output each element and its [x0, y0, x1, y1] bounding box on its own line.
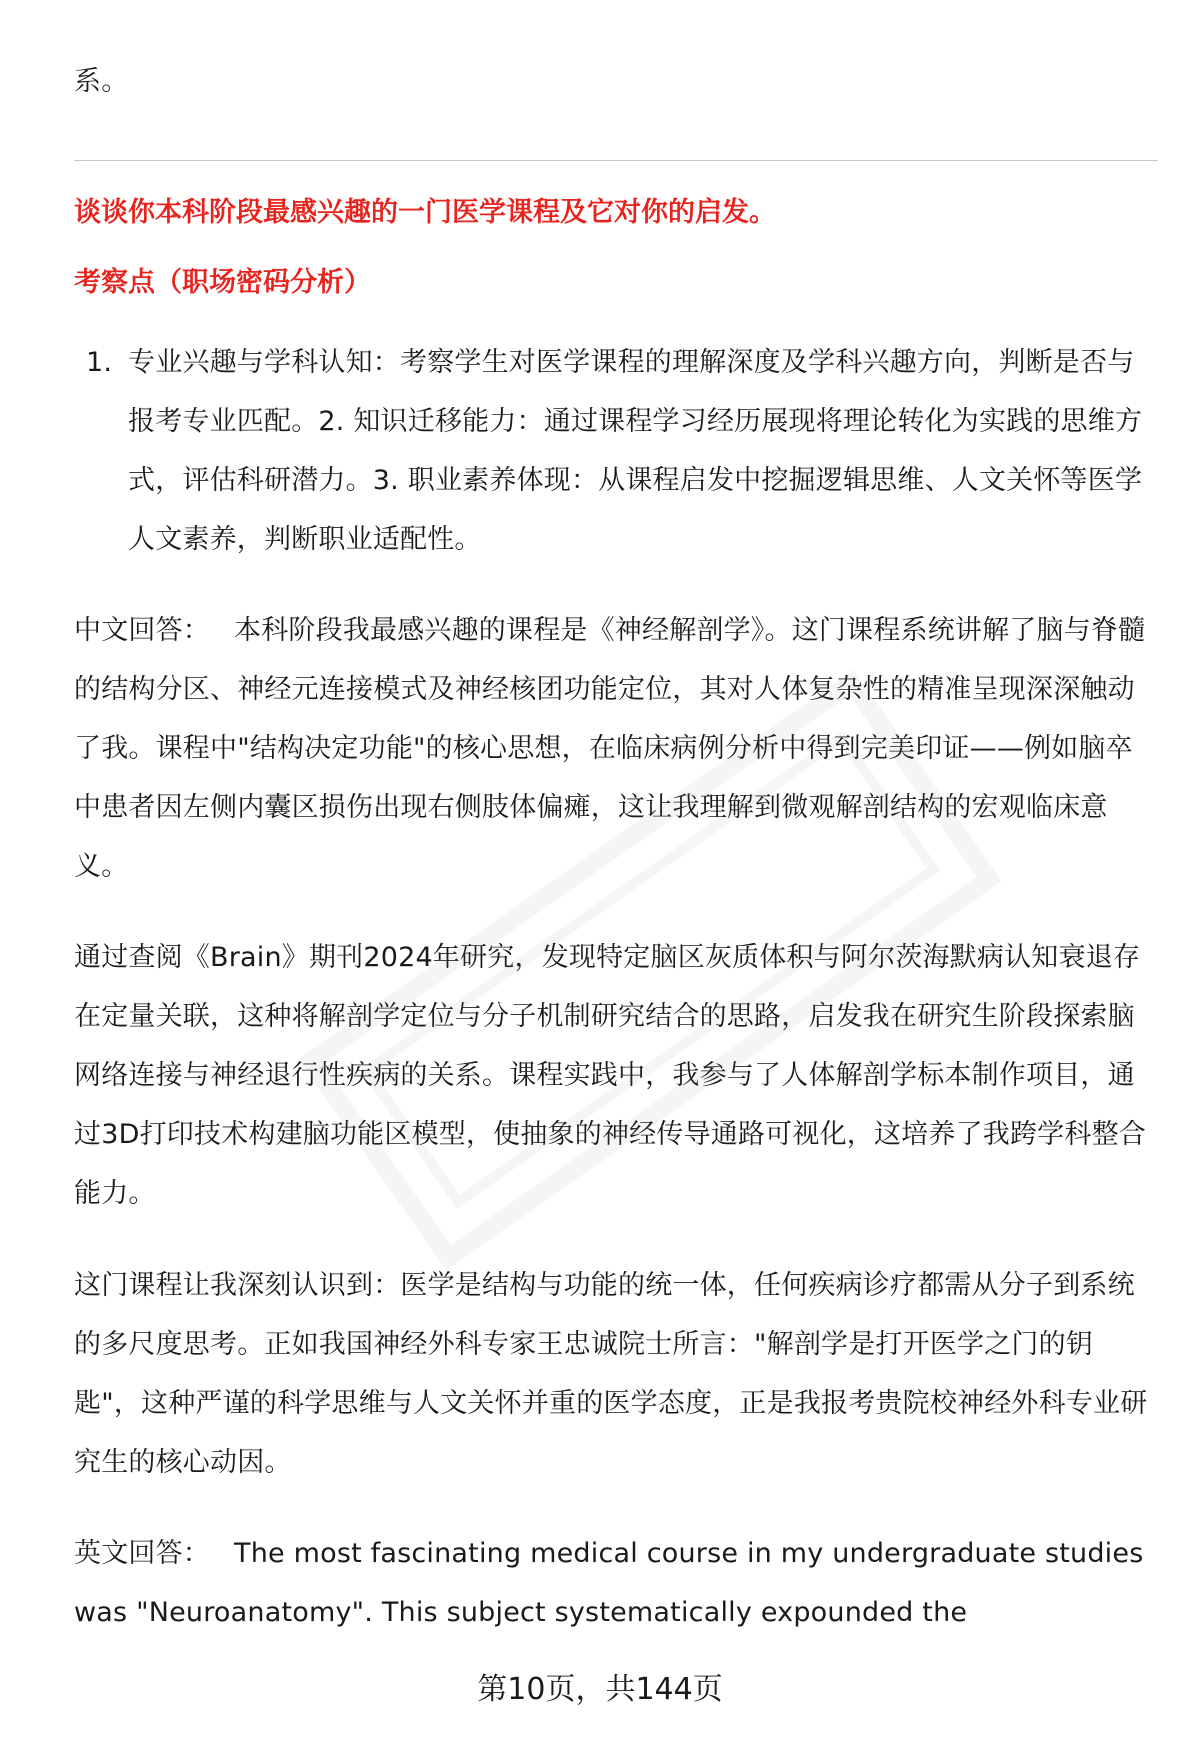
- list-number: 1.: [86, 347, 113, 378]
- section-divider: [74, 160, 1158, 161]
- chinese-answer-text: 本科阶段我最感兴趣的课程是《神经解剖学》。这门课程系统讲解了脑与脊髓的结构分区、神经元连接模式及神经核团功能定位，其对人体复杂性的精准呈现深深触动了我。课程中"结构决定功能"的核心思想，在临床病例分析中得到完美印证——例如脑卒中患者因左侧内囊区损伤出现右侧肢体偏瘫，这让我理解到微观解剖结构的宏观临床意义。: [74, 615, 1146, 882]
- english-answer-paragraph: [74, 1524, 1158, 1642]
- english-answer-label: 英文回答：: [74, 1538, 210, 1569]
- continued-text-fragment: 系。: [74, 66, 129, 97]
- chinese-answer-label: 中文回答：: [74, 615, 210, 646]
- assessment-point-text: 专业兴趣与学科认知：考察学生对医学课程的理解深度及学科兴趣方向，判断是否与报考专业匹配。2. 知识迁移能力：通过课程学习经历展现将理论转化为实践的思维方式，评估科研潜力。3. 职业素养体现：从课程启发中挖掘逻辑思维、人文关怀等医学人文素养，判断职业适配性。: [128, 347, 1143, 555]
- page-footer: 第10页，共144页: [477, 1672, 723, 1707]
- insight-paragraph: 这门课程让我深刻认识到：医学是结构与功能的统一体，任何疾病诊疗都需从分子到系统的多尺度思考。正如我国神经外科专家王忠诚院士所言："解剖学是打开医学之门的钥匙"，这种严谨的科学思维与人文关怀并重的医学态度，正是我报考贵院校神经外科专业研究生的核心动因。: [74, 1270, 1148, 1478]
- assessment-point-item: [74, 333, 1158, 569]
- assessment-points-heading: 考察点（职场密码分析）: [74, 267, 371, 298]
- chinese-answer-paragraph: [74, 601, 1158, 896]
- interview-question: 谈谈你本科阶段最感兴趣的一门医学课程及它对你的启发。: [74, 197, 776, 228]
- brain-journal-paragraph: 通过查阅《Brain》期刊2024年研究，发现特定脑区灰质体积与阿尔茨海默病认知衰退存在定量关联，这种将解剖学定位与分子机制研究结合的思路，启发我在研究生阶段探索脑网络连接与神经退行性疾病的关系。课程实践中，我参与了人体解剖学标本制作项目，通过3D打印技术构建脑功能区模型，使抽象的神经传导通路可视化，这培养了我跨学科整合能力。: [74, 942, 1146, 1209]
- assessment-points-list: [74, 333, 1158, 569]
- english-answer-text: The most fascinating medical course in my undergraduate studies was "Neuroanatomy". This subject systematically expounded the: [74, 1538, 1144, 1628]
